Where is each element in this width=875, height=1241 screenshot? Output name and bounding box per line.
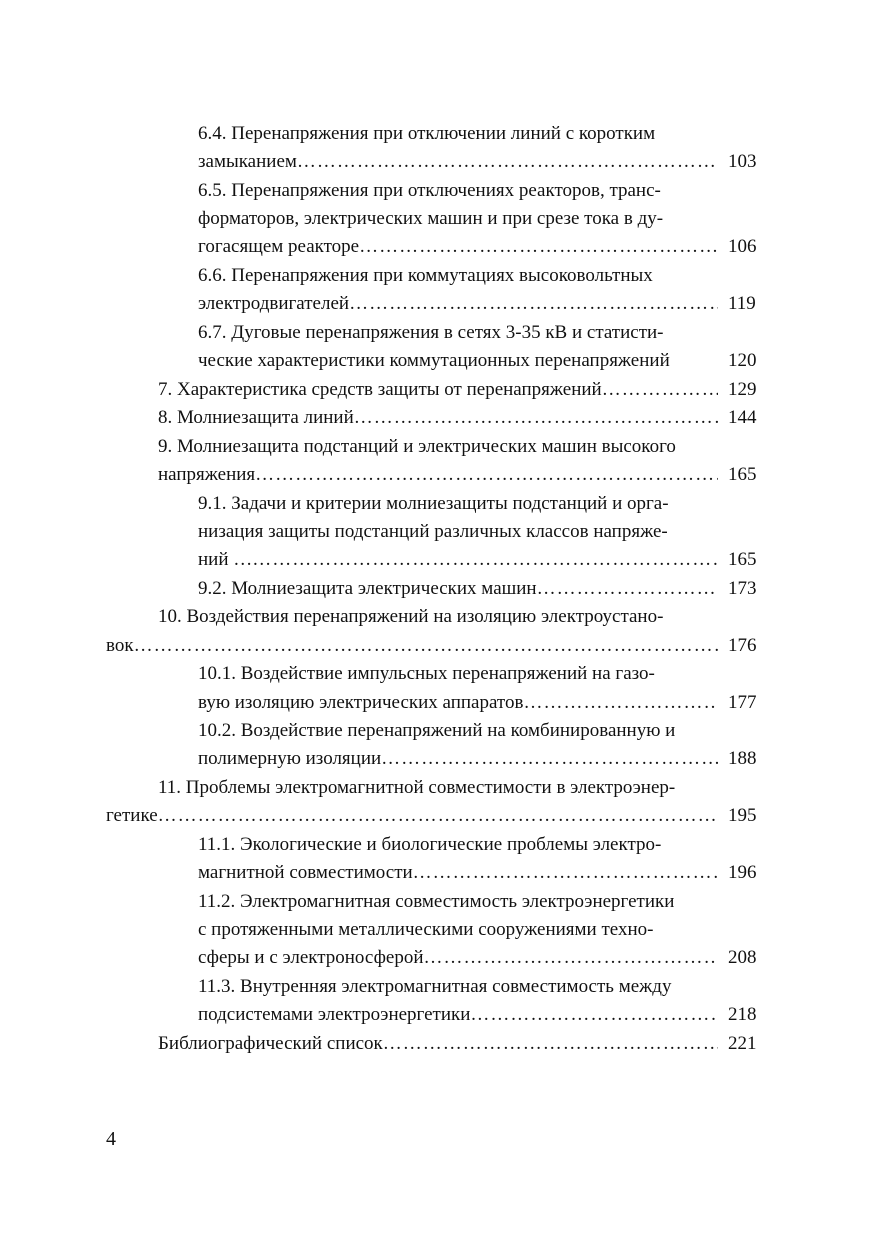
dot-leader: [470, 1001, 718, 1029]
dot-leader: [424, 944, 719, 972]
toc-entry-7: [158, 376, 718, 404]
toc-entry-9-line-2: [158, 461, 718, 489]
toc-entry-text: 8. Молниезащита линий: [158, 407, 354, 428]
toc-entry-6-6-line-2: [198, 290, 718, 318]
toc-page-6-5: 106: [728, 236, 757, 257]
toc-entry-11-3-line-1: 11.3. Внутренняя электромагнитная совместимость между: [198, 976, 672, 997]
dot-leader: [349, 290, 718, 318]
toc-entry-9-1-line-2: низация защиты подстанций различных классов напряже-: [198, 521, 668, 542]
toc-page-6-7: 120: [728, 350, 757, 371]
toc-entry-10-1-line-1: 10.1. Воздействие импульсных перенапряжений на газо-: [198, 663, 655, 684]
toc-entry-10-line-2: [106, 632, 718, 660]
page-number: 4: [106, 1128, 116, 1150]
dot-leader: [413, 859, 718, 887]
dot-leader: [255, 461, 718, 489]
toc-entry-11-line-1: 11. Проблемы электромагнитной совместимости в электроэнер-: [158, 777, 676, 798]
dot-leader: [134, 632, 718, 660]
toc-entry-text: сферы и с электроносферой: [198, 947, 424, 968]
toc-entry-text: напряжения: [158, 464, 256, 485]
toc-entry-text: подсистемами электроэнергетики: [198, 1004, 471, 1025]
toc-entry-6-6-line-1: 6.6. Перенапряжения при коммутациях высоковольтных: [198, 265, 653, 286]
toc-entry-9-1-line-3: [198, 546, 718, 574]
dot-leader: [602, 376, 718, 404]
toc-page-11-2: 208: [728, 947, 757, 968]
toc-entry-8: [158, 404, 718, 432]
toc-page-11: 195: [728, 805, 757, 826]
toc-page-bibliography: 221: [728, 1033, 757, 1054]
toc-page-10-2: 188: [728, 748, 757, 769]
toc-entry-text: магнитной совместимости: [198, 862, 413, 883]
toc-page-7: 129: [728, 379, 757, 400]
toc-entry-11-1-line-1: 11.1. Экологические и биологические проблемы электро-: [198, 834, 662, 855]
toc-entry-11-1-line-2: [198, 859, 718, 887]
toc-page-9-2: 173: [728, 578, 757, 599]
toc-entry-text: 9.2. Молниезащита электрических машин: [198, 578, 537, 599]
toc-entry-10-1-line-2: [198, 689, 718, 717]
toc-entry-10-line-1: 10. Воздействия перенапряжений на изоляцию электроустано-: [158, 606, 664, 627]
toc-page-11-1: 196: [728, 862, 757, 883]
toc-entry-text: полимерную изоляции: [198, 748, 382, 769]
toc-entry-text: ний …: [198, 549, 253, 570]
toc-page-11-3: 218: [728, 1004, 757, 1025]
toc-entry-11-2-line-2: с протяженными металлическими сооружениями техно-: [198, 919, 654, 940]
toc-entry-11-line-2: [106, 802, 718, 830]
dot-leader: [359, 233, 718, 261]
toc-page-9: 165: [728, 464, 757, 485]
toc-entry-text: вую изоляцию электрических аппаратов: [198, 692, 524, 713]
toc-entry-6-5-line-2: форматоров, электрических машин и при срезе тока в ду-: [198, 208, 664, 229]
dot-leader: [252, 546, 718, 574]
toc-entry-6-5-line-1: 6.5. Перенапряжения при отключениях реакторов, транс-: [198, 180, 661, 201]
toc-entry-10-2-line-1: 10.2. Воздействие перенапряжений на комбинированную и: [198, 720, 676, 741]
toc-entry-11-2-line-1: 11.2. Электромагнитная совместимость электроэнергетики: [198, 891, 675, 912]
toc-entry-text: вок: [106, 635, 134, 656]
toc-entry-11-2-line-3: [198, 944, 718, 972]
dot-leader: [537, 575, 718, 603]
toc-entry-bibliography: [158, 1030, 718, 1058]
toc-page-6-6: 119: [728, 293, 756, 314]
toc-entry-text: Библиографический список: [158, 1033, 383, 1054]
dot-leader: [158, 802, 718, 830]
toc-entry-6-7-line-1: 6.7. Дуговые перенапряжения в сетях 3-35 кВ и статисти-: [198, 322, 664, 343]
toc-entry-11-3-line-2: [198, 1001, 718, 1029]
toc-page-6-4: 103: [728, 151, 757, 172]
toc-entry-text: гетике: [106, 805, 158, 826]
toc-entry-text: гогасящем реакторе: [198, 236, 360, 257]
toc-entry-6-5-line-3: [198, 233, 718, 261]
toc-entry-9-line-1: 9. Молниезащита подстанций и электрических машин высокого: [158, 436, 676, 457]
dot-leader: [354, 404, 718, 432]
toc-page-10: 176: [728, 635, 757, 656]
toc-entry-6-4-line-1: 6.4. Перенапряжения при отключении линий с коротким: [198, 123, 656, 144]
toc-entry-text: электродвигателей: [198, 293, 350, 314]
toc-page-10-1: 177: [728, 692, 757, 713]
toc-entry-9-2: [198, 575, 718, 603]
toc-entry-9-1-line-1: 9.1. Задачи и критерии молниезащиты подстанций и орга-: [198, 493, 669, 514]
toc-page-8: 144: [728, 407, 757, 428]
toc-entry-text: 7. Характеристика средств защиты от перенапряжений: [158, 379, 602, 400]
dot-leader: [381, 745, 718, 773]
toc-page-9-1: 165: [728, 549, 757, 570]
toc-entry-10-2-line-2: [198, 745, 718, 773]
dot-leader: [383, 1030, 718, 1058]
toc-entry-6-4-line-2: [198, 148, 718, 176]
dot-leader: [523, 689, 718, 717]
toc-entry-text: замыканием: [198, 151, 297, 172]
toc-entry-6-7-line-2: ческие характеристики коммутационных перенапряжений: [198, 350, 670, 371]
dot-leader: [297, 148, 718, 176]
